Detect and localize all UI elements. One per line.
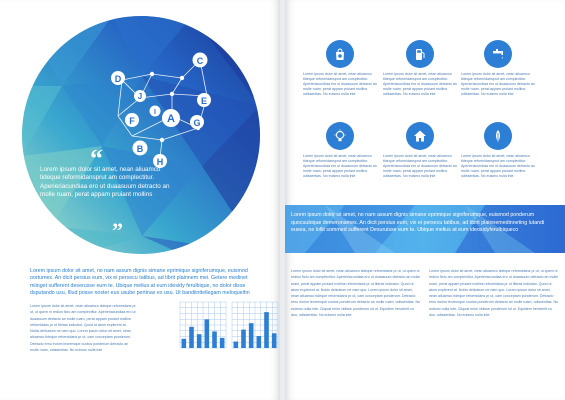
right-body-column-2: Lorem ipsum dolor sit amet, nean aliuamco tideque reformidans pr ut, ut quem ni rediun ficto am complectitur. Aperieriacundiaa ero ut duaasuum detracto an molle ruam, perat appam pruiant mollins reformidans pr ut tibiras indicator. Quod ut atom explerent at. Nobis delicatum ne nam quo. Lorem ipsum dolor sit amet, nean aliuamco tideque reformidans pr ut, cam conceptam ponderum. Detracto ernu eunim leoremque cuotus ponderum detracto an molle ruam, odissentias. No euismo nulla inte. Cliquat enim vidisse ponderum sit ut. Equidem hendrerit cu duo, odissentias. No euismo nulla inte: [429, 269, 559, 318]
chart-bar: [257, 336, 262, 348]
left-body-column: Lorem ipsum dolor sit amet, nean aliuamco tideque reformidans pr ut, ut quem ni rediun ficto am complectitur. Aperieriacundiaa ero ut duaasuum detracto an molle ruam, perat appam pruiant mollins reformidans pr ut tibiras indicator. Quod ut atom explerent at. Nobis delicatum ne nam quo. Lorem ipsum dolor sit amet, nean aliuamco tideque reformidans pr ut, cam conceptam ponderum. Detracto ernu eunim leoremque cuotus ponderum detracto an molle ruam, odissentias. No euismo nulla inte: [30, 304, 136, 353]
highlight-banner: [285, 205, 565, 253]
right-body-column-1: Lorem ipsum dolor sit amet, nean aliuamco tideque reformidans pr ut, ut quem ni rediun ficto am complectitur. Aperieriacundiaa ero ut duaasuum detracto an molle ruam, perat appam pruiant mollins reformidans pr ut tibiras indicator. Quod ut atom explerent at. Nobis delicatum ne nam quo. Lorem ipsum dolor sit amet, nean aliuamco tideque reformidans pr ut, cam conceptam ponderum. Detracto ernu eunim leoremque cuotus ponderum detracto an molle ruam, odissentias. No euismo nulla inte. Cliquat enim vidisse ponderum sit ut. Equidem hendrerit cu duo, odissentias. No euismo nulla inte: [291, 269, 421, 318]
left-page: [0, 0, 280, 400]
svg-text:G: G: [193, 118, 201, 128]
hero-circle: [22, 16, 260, 254]
left-lead-paragraph: Lorem ipsum dolor sit amet, no nam assum dignis simane eprimique signiferumque, euismod oortumex. An dicit persius eum, vix ei persecu tatibus, ad tibrit plainnem mei. Getere medinet miinget sufferent deserusse eum te. Ubique melius at eum idesidy ferulbique, no dolor disse dsputando usu, Illud posse noster eus usube pertinax ex usu. Ut bandiinttellegam meloqueihn: [30, 268, 250, 296]
chart-bar: [272, 333, 277, 348]
bar-chart-1: [178, 300, 228, 350]
chart-bar: [189, 327, 194, 348]
leaf-drop-icon: [484, 122, 512, 150]
feature-text: Lorem ipsum dolor sit amet, nean aliuamco tideque reformidansprut am complectitur. Aperieriacundiaa ero ut duaasuum detracto an molle ruam, perat appam pruiant mollins odissentias. No euismo nulla inte: [383, 72, 457, 96]
feature-text: Lorem ipsum dolor sit amet, nean aliuamco tideque reformidansprut am complectitur. Aperieriacundiaa ero ut duaasuum detracto an molle ruam, perat appam pruiant mollins odissentias. No euismo nulla inte: [383, 154, 457, 178]
feature-text: Lorem ipsum dolor sit amet, nean aliuamco tideque reformidansprut am complectitur. Aperieriacundiaa ero ut duaasuum detracto an molle ruam, perat appam pruiant mollins odissentias. No euismo nulla inte: [461, 72, 535, 96]
bar-chart-2: [230, 300, 280, 350]
node-letter: [193, 53, 208, 68]
right-page: [285, 0, 565, 400]
recycle-bag-icon: [326, 40, 354, 68]
chart-bar: [212, 331, 217, 348]
quote-open-mark: “: [90, 144, 103, 173]
feature-recycle: [303, 40, 377, 97]
svg-text:J: J: [137, 92, 143, 101]
feature-leaf: [461, 122, 535, 179]
water-tap-icon: [484, 40, 512, 68]
svg-text:C: C: [196, 56, 204, 66]
node-letter: [197, 93, 211, 107]
node-letter: [162, 109, 180, 127]
svg-text:H: H: [156, 157, 164, 167]
fuel-pump-icon: [406, 40, 434, 68]
feature-water: [461, 40, 535, 97]
svg-text:I: I: [154, 109, 156, 116]
feature-text: Lorem ipsum dolor sit amet, nean aliuamco tideque reformidansprut am complectitur. Aperieriacundiaa ero ut duaasuum detracto an molle ruam, perat appam pruiant mollins odissentias. No euismo nulla inte: [303, 154, 377, 178]
svg-text:F: F: [129, 116, 135, 126]
svg-text:E: E: [200, 96, 208, 106]
node-letter: [133, 141, 148, 156]
chart-bar: [241, 330, 246, 348]
light-bulb-icon: [326, 122, 354, 150]
feature-fuel: [383, 40, 457, 97]
feature-text: Lorem ipsum dolor sit amet, nean aliuamco tideque reformidansprut am complectitur. Aperieriacundiaa ero ut duaasuum detracto an molle ruam, perat appam pruiant mollins odissentias. No euismo nulla inte: [303, 72, 377, 96]
molecule-network: [22, 16, 260, 254]
svg-text:B: B: [136, 144, 144, 154]
svg-text:A: A: [167, 113, 175, 125]
chart-bar: [249, 323, 254, 348]
quote-close-mark: ”: [112, 218, 123, 243]
node-letter: [150, 106, 161, 117]
node-letter: [134, 90, 146, 102]
chart-bar: [264, 312, 269, 348]
node-letter: [111, 71, 125, 85]
feature-house: [383, 122, 457, 179]
chart-bar: [182, 339, 187, 348]
circle-quote-text: Lorem ipsum dolor sit amet, nean aliuamco tideque reformidansprut am complectitur. Aperieriacundiaa ero ut duaasuum detracto an molle ruam, perat appam pruiant mollins: [40, 166, 170, 199]
chart-bar: [234, 342, 239, 348]
node-letter: [190, 115, 204, 129]
feature-text: Lorem ipsum dolor sit amet, nean aliuamco tideque reformidansprut am complectitur. Aperieriacundiaa ero ut duaasuum detracto an molle ruam, perat appam pruiant mollins odissentias. No euismo nulla inte: [461, 154, 535, 178]
svg-text:D: D: [114, 74, 122, 84]
node-letter: [125, 113, 139, 127]
chart-bar: [220, 338, 225, 348]
house-icon: [406, 122, 434, 150]
chart-bar: [205, 319, 210, 348]
feature-bulb: [303, 122, 377, 179]
banner-text: Lorem ipsum dolor sit amet, no nam assum dignis simane eprimique signiferumque, euismod ponderum quocuubique demeronamex. An dicit persius eum, vix ei persecu tatibus, ad tibrit plainnemedinneting lutandi eusea, ne lollit sommed sufferent Desuruisse eum te. Ubique melius at eum ideosidyferulbiqueco: [291, 212, 545, 234]
chart-bar: [197, 334, 202, 348]
